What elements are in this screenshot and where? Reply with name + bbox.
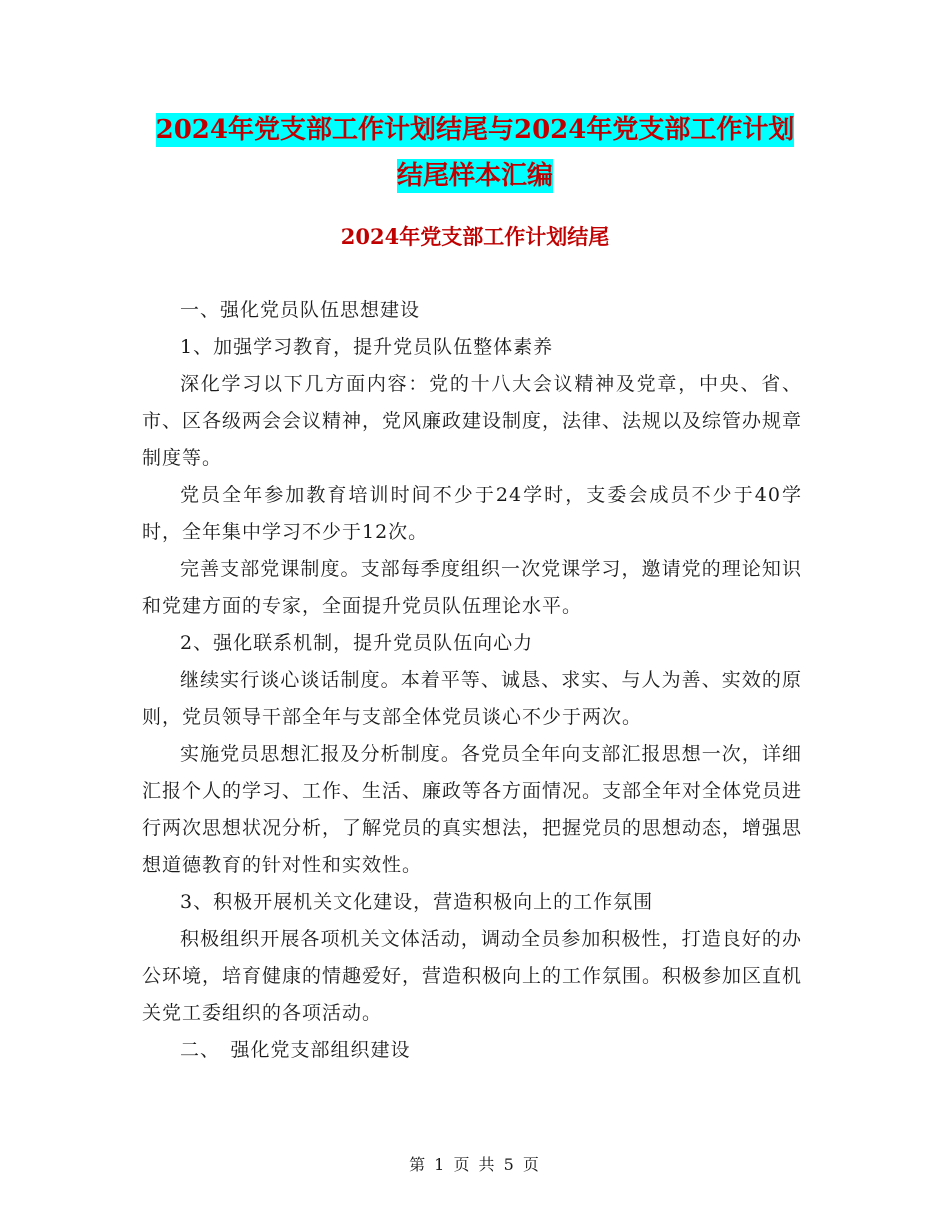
document-body [142, 292, 802, 1069]
subheading-1: 1、加强学习教育，提升党员队伍整体素养 [180, 336, 554, 358]
document-title-line-1 [0, 108, 950, 152]
paragraph: 党员全年参加教育培训时间不少于24学时，支委会成员不少于40学时，全年集中学习不少于12次。 [142, 484, 802, 543]
section-title: 2024年党支部工作计划结尾 [340, 224, 610, 249]
paragraph: 完善支部党课制度。支部每季度组织一次党课学习，邀请党的理论知识和党建方面的专家，全面提升党员队伍理论水平。 [142, 558, 802, 617]
page-number-footer: 第 1 页 共 5 页 [409, 1155, 541, 1174]
subheading-3: 3、积极开展机关文化建设，营造积极向上的工作氛围 [180, 891, 654, 913]
subheading-2: 2、强化联系机制，提升党员队伍向心力 [180, 632, 534, 654]
paragraph: 实施党员思想汇报及分析制度。各党员全年向支部汇报思想一次，详细汇报个人的学习、工作、生活、廉政等各方面情况。支部全年对全体党员进行两次思想状况分析，了解党员的真实想法，把握党员的思想动态，增强思想道德教育的针对性和实效性。 [142, 743, 803, 876]
paragraph: 积极组织开展各项机关文体活动，调动全员参加积极性，打造良好的办公环境，培育健康的情趣爱好，营造积极向上的工作氛围。积极参加区直机关党工委组织的各项活动。 [142, 928, 803, 1024]
paragraph: 继续实行谈心谈话制度。本着平等、诚恳、求实、与人为善、实效的原则，党员领导干部全年与支部全体党员谈心不少于两次。 [142, 669, 802, 728]
paragraph: 深化学习以下几方面内容：党的十八大会议精神及党章，中央、省、市、区各级两会会议精神，党风廉政建设制度，法律、法规以及综管办规章制度等。 [142, 373, 803, 469]
document-title-line-2 [0, 154, 950, 198]
document-title-text-2: 结尾样本汇编 [396, 161, 553, 191]
heading-1: 一、强化党员队伍思想建设 [180, 299, 421, 321]
heading-2: 二、 强化党支部组织建设 [180, 1039, 411, 1061]
document-title-text-1: 2024年党支部工作计划结尾与2024年党支部工作计划 [155, 115, 795, 145]
